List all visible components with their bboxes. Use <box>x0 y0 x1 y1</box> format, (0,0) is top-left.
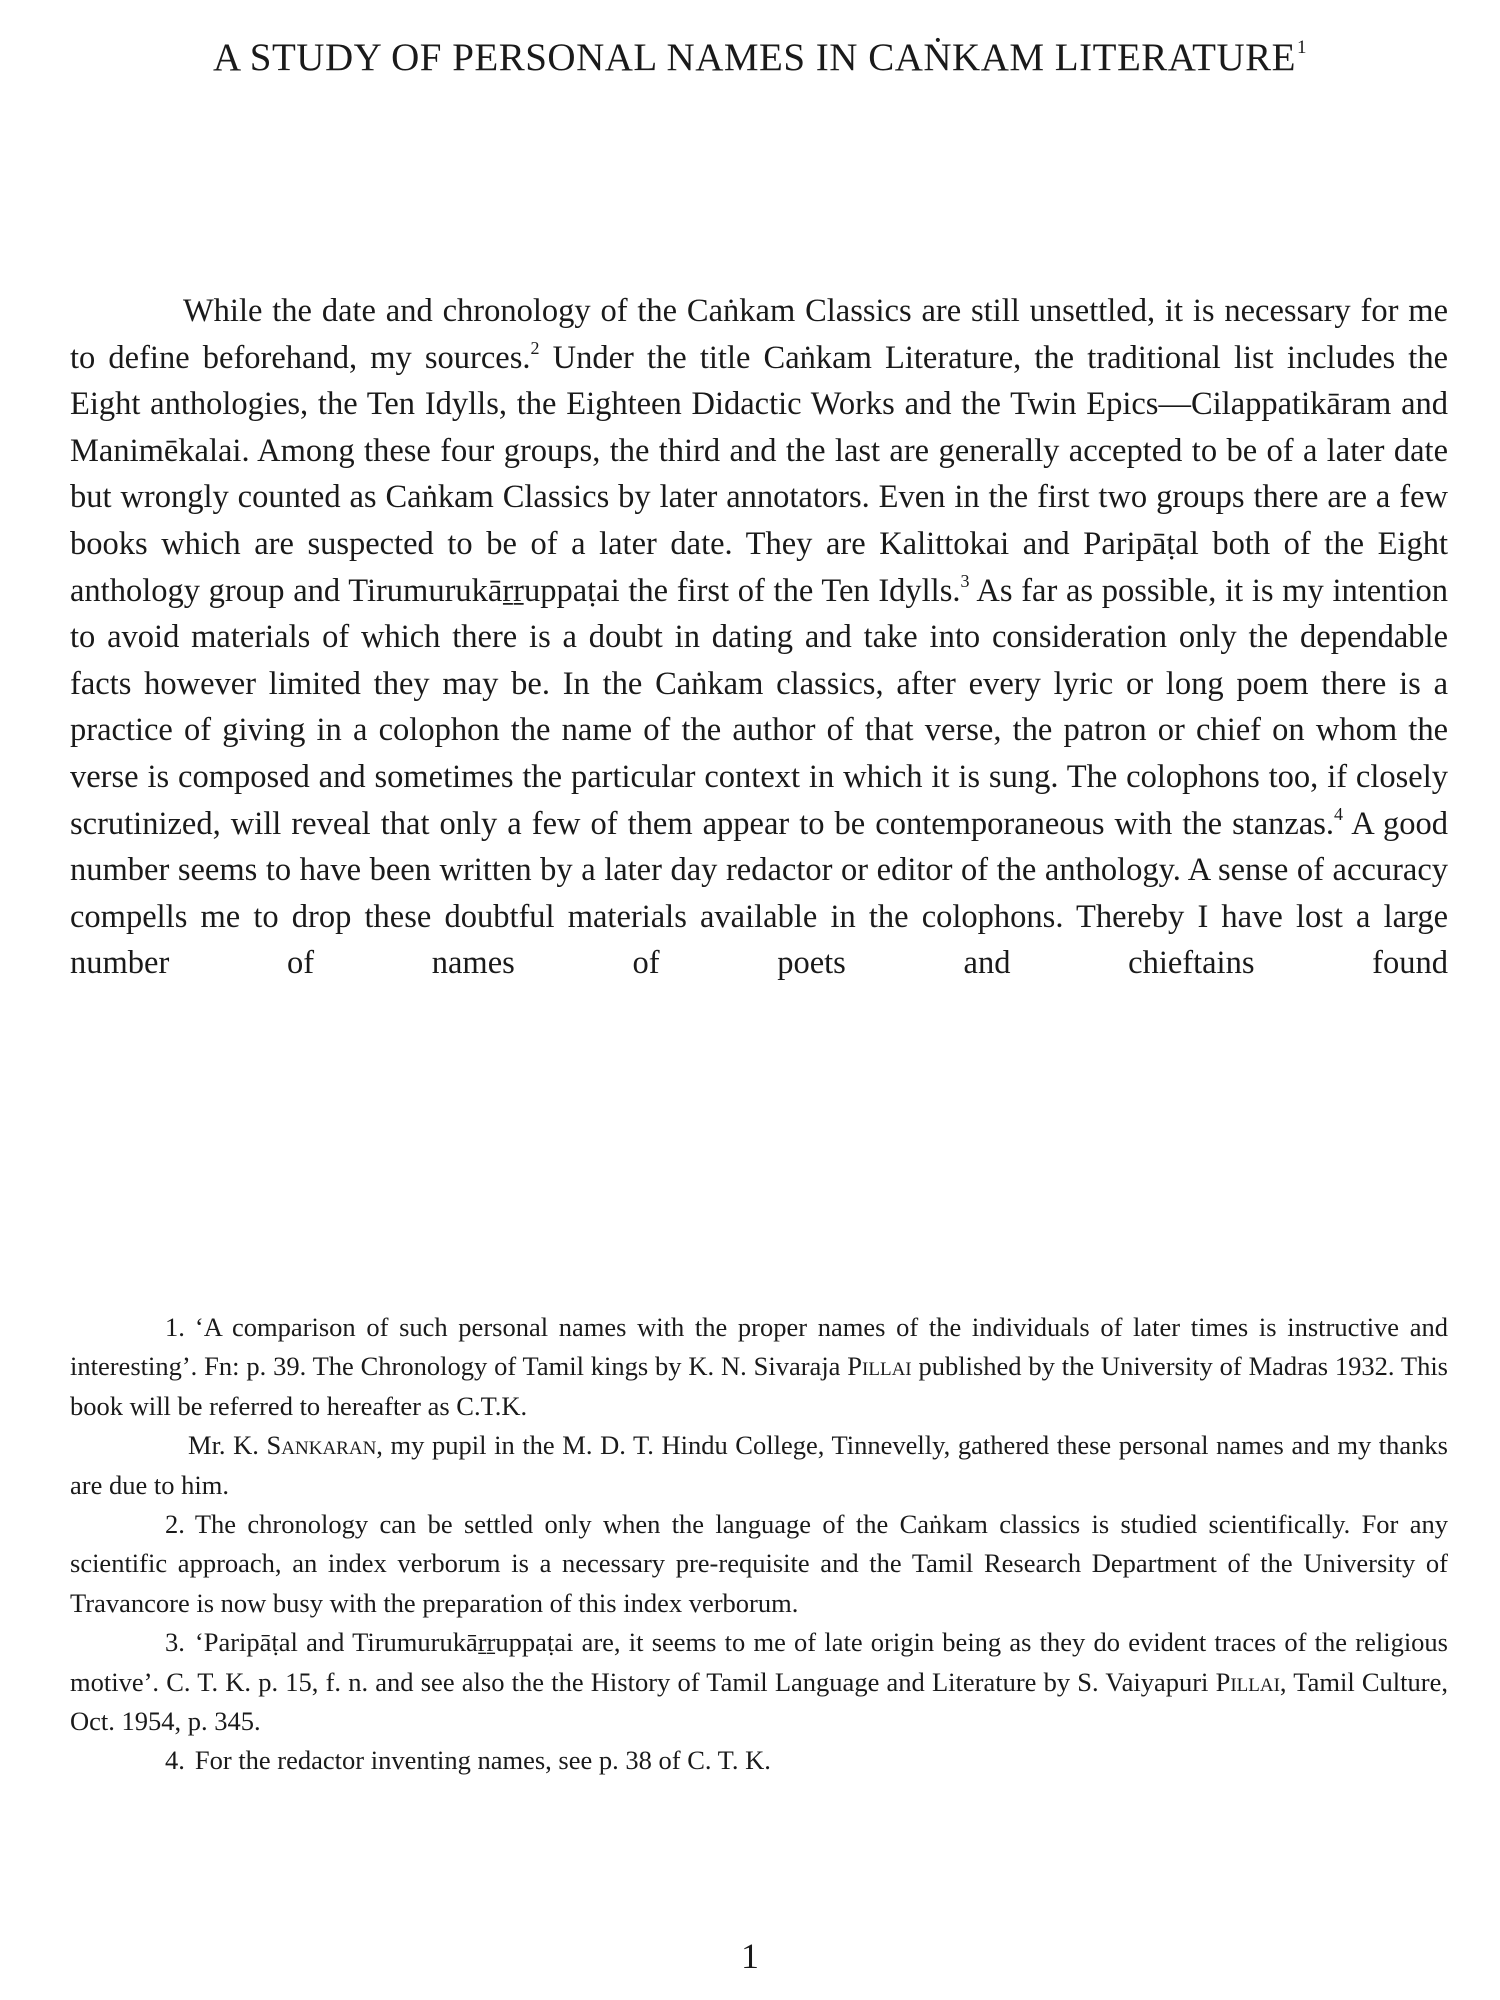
page-number: 1 <box>741 1936 759 1976</box>
footnote-4-text: For the redactor inventing names, see p. 38 of C. T. K. <box>194 1745 771 1776</box>
footnote-ref-3: 3 <box>960 570 970 591</box>
body-segment-4: A good number seems to have been written by a later day redactor or editor of the anthology. A sense of accuracy compells me to drop these doubtful materials available in the colophons. Thereby I have lost a large number of names of poets and chieftains found <box>70 805 1448 982</box>
footnote-3 <box>70 1623 1448 1741</box>
footnote-1-number: 1. <box>165 1312 185 1342</box>
body-segment-2: Under the title Caṅkam Literature, the traditional list includes the Eight anthologies, the Ten Idylls, the Eighteen Didactic Works and the Twin Epics—Cilappatikāram and Manimēkalai. Among these four groups, the third and the last are generally accepted to be of a later date but wrongly counted as Caṅkam Classics by later annotators. Even in the first two groups there are a few books which are suspected to be of a later date. They are Kalittokai and Paripāṭal both of the Eight anthology group and Tirumurukāṟṟuppaṭai the first of the Ten Idylls. <box>70 339 1448 609</box>
footnote-1-text-a: ‘A comparison of such personal names with the proper names of the individuals of later times is instructive and interesting’. Fn: p. 39. The Chronology of Tamil kings by K. N. Sivaraja <box>70 1312 1448 1382</box>
footnote-1b-text-a: Mr. K. <box>188 1430 267 1461</box>
page-title <box>140 22 1380 84</box>
footnote-2-text: The chronology can be settled only when the language of the Caṅkam classics is studied scientifically. For any scientific approach, an index verborum is a necessary pre-requisite and the Tamil Research Department of the University of Travancore is now busy with the preparation of this index verborum. <box>70 1509 1448 1618</box>
footnote-1-continued <box>70 1426 1448 1505</box>
footnote-2 <box>70 1505 1448 1623</box>
footnote-1b-text-b: , my pupil in the M. D. T. Hindu College, Tinnevelly, gathered these personal names and my thanks are due to him. <box>70 1430 1448 1500</box>
body-segment-1: While the date and chronology of the Caṅkam Classics are still unsettled, it is necessary for me to define beforehand, my sources. <box>70 293 1448 376</box>
footnote-1-text-b: published by the University of Madras 1932. This book will be referred to hereafter as C.T.K. <box>70 1351 1448 1421</box>
footnote-1b-name: Sankaran <box>266 1430 377 1461</box>
footnote-1 <box>70 1308 1448 1426</box>
body-segment-3: As far as possible, it is my intention to avoid materials of which there is a doubt in dating and take into consideration only the dependable facts however limited they may be. In the Caṅkam classics, after every lyric or long poem there is a practice of giving in a colophon the name of the author of that verse, the patron or chief on whom the verse is composed and sometimes the particular context in which it is sung. The colophons too, if closely scrutinized, will reveal that only a few of them appear to be contemporaneous with the stanzas. <box>70 572 1448 842</box>
footnote-2-number: 2. <box>165 1509 185 1540</box>
body-paragraph <box>70 288 1448 987</box>
footnote-3-number: 3. <box>165 1627 185 1658</box>
footnote-3-text-a: ‘Paripāṭal and Tirumurukāṟṟuppaṭai are, it seems to me of late origin being as they do evident traces of the religious motive’. C. T. K. p. 15, f. n. and see also the the History of Tamil Language and Literature by S. Vaiyapuri <box>70 1627 1448 1697</box>
footnotes-section <box>70 1308 1448 1781</box>
footnote-ref-4: 4 <box>1334 803 1344 824</box>
footnote-4 <box>70 1741 1448 1780</box>
title-text: A STUDY OF PERSONAL NAMES IN CAṄKAM LITERATURE <box>213 36 1296 79</box>
footnote-ref-2: 2 <box>530 337 540 358</box>
title-footnote-ref: 1 <box>1296 37 1307 58</box>
footnote-3-text-b: , Tamil Culture, Oct. 1954, p. 345. <box>70 1666 1448 1737</box>
footnote-1-author: Pillai <box>847 1351 912 1382</box>
footnote-3-author: Pillai <box>1215 1666 1280 1697</box>
footnote-4-number: 4. <box>165 1745 185 1776</box>
